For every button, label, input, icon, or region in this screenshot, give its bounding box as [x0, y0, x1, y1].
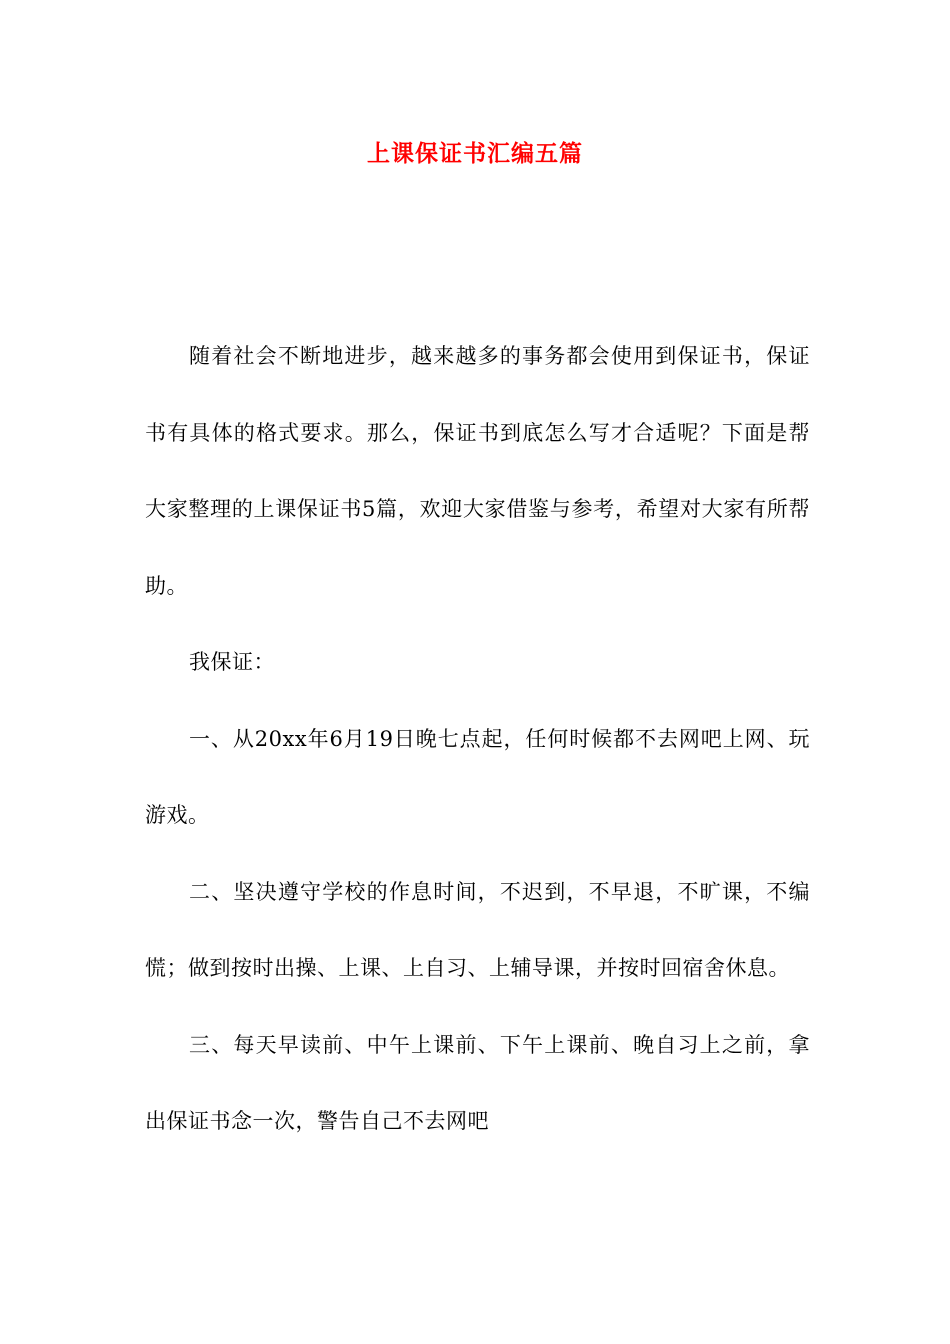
- paragraph-item-3: 三、每天早读前、中午上课前、下午上课前、晚自习上之前，拿出保证书念一次，警告自己不去网吧: [145, 1032, 810, 1133]
- paragraph-item-2: 二、坚决遵守学校的作息时间，不迟到，不早退，不旷课，不编慌；做到按时出操、上课、上自习、上辅导课，并按时回宿舍休息。: [145, 879, 810, 980]
- document-title: 上课保证书汇编五篇: [367, 140, 583, 167]
- document-body: [145, 318, 810, 1160]
- paragraph-item-1: 一、从20xx年6月19日晚七点起，任何时候都不去网吧上网、玩游戏。: [145, 726, 810, 827]
- paragraph-pledge-heading: 我保证：: [189, 650, 275, 674]
- paragraph-intro: 随着社会不断地进步，越来越多的事务都会使用到保证书，保证书有具体的格式要求。那么，保证书到底怎么写才合适呢？下面是帮大家整理的上课保证书5篇，欢迎大家借鉴与参考，希望对大家有所帮助。: [145, 344, 810, 598]
